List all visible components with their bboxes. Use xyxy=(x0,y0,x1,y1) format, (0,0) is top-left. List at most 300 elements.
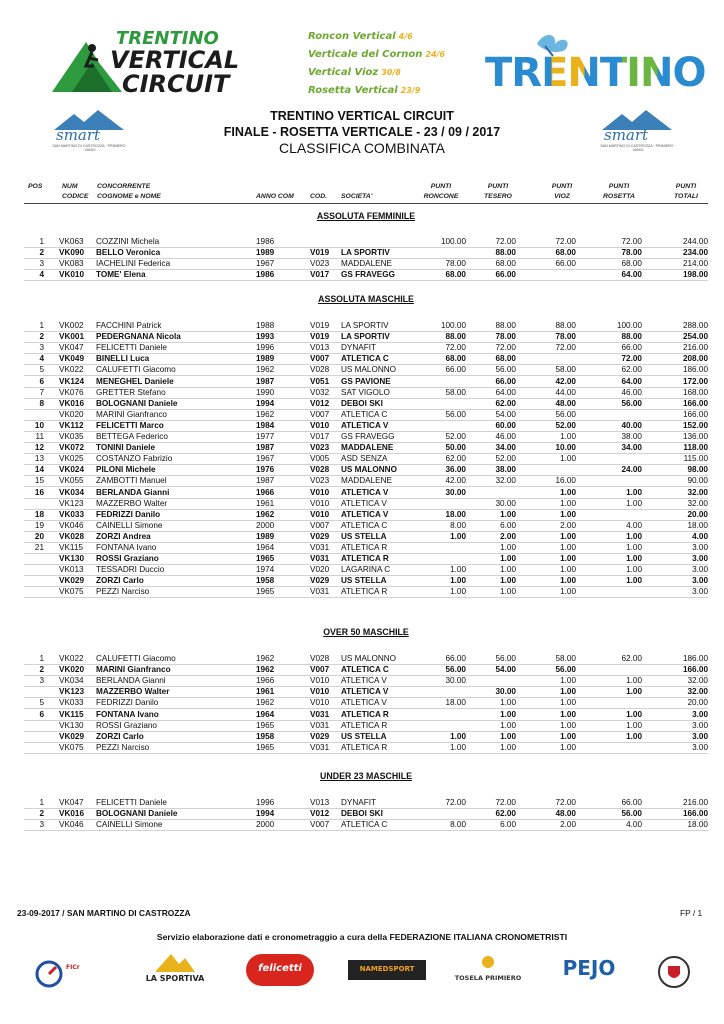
pejo-logo: PEJO xyxy=(562,956,616,980)
points-total: 3.00 xyxy=(692,576,708,586)
points-tesero: 88.00 xyxy=(495,248,516,258)
points-tesero: 1.00 xyxy=(500,720,516,730)
points-tesero: 1.00 xyxy=(500,709,516,719)
club-code: V013 xyxy=(310,343,330,353)
club-name: ATLETICA V xyxy=(341,498,387,508)
points-tesero: 62.00 xyxy=(495,398,516,408)
points-vioz: 68.00 xyxy=(555,248,576,258)
col-num: NUM CODICE xyxy=(62,183,89,200)
birth-year: 1965 xyxy=(256,742,275,752)
points-tesero: 1.00 xyxy=(500,509,516,519)
points-total: 254.00 xyxy=(682,332,708,342)
smart-logo-right: smart SAN MARTINO DI CASTROZZA · PRIMIERO · VANOI xyxy=(598,110,678,154)
points-vioz: 2.00 xyxy=(560,520,576,530)
points-vioz: 42.00 xyxy=(555,376,576,386)
points-total: 20.00 xyxy=(687,698,708,708)
club-code: V028 xyxy=(310,465,330,475)
footer-service-note: Servizio elaborazione dati e cronometraggio a cura della FEDERAZIONE ITALIANA CRONOMETRISTI xyxy=(156,932,568,942)
club-code: V029 xyxy=(310,531,330,541)
points-rosetta: 40.00 xyxy=(621,420,642,430)
club-name: ATLETICA C xyxy=(341,409,388,419)
club-name: ATLETICA V xyxy=(341,420,389,430)
points-total: 136.00 xyxy=(682,432,708,441)
bib-code: VK020 xyxy=(59,665,85,675)
points-rosetta: 1.00 xyxy=(626,487,642,497)
points-tesero: 46.00 xyxy=(495,432,516,441)
birth-year: 1964 xyxy=(256,709,275,719)
birth-year: 1994 xyxy=(256,809,275,819)
page-subtitle: FINALE - ROSETTA VERTICALE - 23 / 09 / 2017 xyxy=(223,125,501,139)
points-roncone: 68.00 xyxy=(445,354,466,364)
points-rosetta: 68.00 xyxy=(621,259,642,269)
club-name: ATLETICA C xyxy=(341,520,388,530)
points-vioz: 1.00 xyxy=(560,531,576,541)
competitor-name: BELLO Veronica xyxy=(96,248,161,258)
bib-code: VK072 xyxy=(59,443,85,453)
points-vioz: 88.00 xyxy=(555,321,576,330)
points-total: 32.00 xyxy=(687,487,708,497)
competitor-name: PEZZI Narciso xyxy=(96,587,150,597)
points-total: 3.00 xyxy=(692,720,708,730)
la-sportiva-logo: LA SPORTIVA xyxy=(132,952,218,988)
competitor-name: IACHELINI Federica xyxy=(96,259,171,269)
bib-code: VK013 xyxy=(59,565,84,575)
points-roncone: 88.00 xyxy=(445,332,466,342)
points-rosetta: 56.00 xyxy=(621,809,642,819)
points-total: 198.00 xyxy=(682,270,708,280)
birth-year: 1961 xyxy=(256,498,275,508)
competitor-name: COZZINI Michela xyxy=(96,237,160,246)
points-tesero: 34.00 xyxy=(495,443,516,453)
club-name: MADDALENE xyxy=(341,476,392,486)
points-tesero: 38.00 xyxy=(495,465,516,475)
club-code: V010 xyxy=(310,687,330,697)
points-roncone: 72.00 xyxy=(445,798,466,807)
club-code: V007 xyxy=(310,409,330,419)
bib-code: VK075 xyxy=(59,742,84,752)
competitor-name: BETTEGA Federico xyxy=(96,432,168,441)
points-vioz: 44.00 xyxy=(555,387,576,397)
points-tesero: 1.00 xyxy=(500,543,516,552)
birth-year: 1989 xyxy=(256,248,275,258)
bib-code: VK029 xyxy=(59,576,85,586)
club-code: V017 xyxy=(310,432,330,441)
birth-year: 1989 xyxy=(256,531,275,541)
competitor-name: COSTANZO Fabrizio xyxy=(96,454,173,464)
club-name: ATLETICA V xyxy=(341,487,389,497)
competitor-name: ZORZI Carlo xyxy=(96,731,144,741)
birth-year: 1990 xyxy=(256,387,275,397)
position: 10 xyxy=(34,420,44,430)
points-roncone: 18.00 xyxy=(445,698,466,708)
page-title: TRENTINO VERTICAL CIRCUIT xyxy=(270,109,454,123)
bib-code: VK002 xyxy=(59,321,84,330)
ficr-logo: FICr xyxy=(34,956,104,988)
bib-code: VK033 xyxy=(59,509,85,519)
points-rosetta: 46.00 xyxy=(621,387,642,397)
club-code: V029 xyxy=(310,731,330,741)
points-total: 216.00 xyxy=(682,798,708,807)
points-vioz: 1.00 xyxy=(560,687,576,697)
competitor-name: PEDERGNANA Nicola xyxy=(96,332,181,342)
logo-line3: CIRCUIT xyxy=(122,70,230,98)
position: 6 xyxy=(39,376,44,386)
points-roncone: 50.00 xyxy=(445,443,466,453)
points-tesero: 1.00 xyxy=(500,565,516,575)
club-code: V005 xyxy=(310,454,330,464)
points-vioz: 72.00 xyxy=(555,798,576,807)
points-rosetta: 1.00 xyxy=(626,731,642,741)
bib-code: VK016 xyxy=(59,809,85,819)
points-vioz: 52.00 xyxy=(555,420,576,430)
competitor-name: PILONI Michele xyxy=(96,465,156,475)
points-rosetta: 62.00 xyxy=(621,365,642,375)
points-vioz: 1.00 xyxy=(560,709,576,719)
event-item: Vertical Vioz 30/8 xyxy=(308,67,401,78)
points-rosetta: 66.00 xyxy=(621,343,642,353)
club-code: V023 xyxy=(310,259,330,269)
birth-year: 2000 xyxy=(256,820,275,830)
points-tesero: 30.00 xyxy=(495,498,516,508)
felicetti-logo: felicetti xyxy=(246,954,314,986)
points-tesero: 56.00 xyxy=(495,365,516,375)
points-vioz: 56.00 xyxy=(555,665,576,675)
points-roncone: 1.00 xyxy=(450,531,466,541)
points-tesero: 32.00 xyxy=(495,476,516,486)
club-code: V028 xyxy=(310,654,330,663)
competitor-name: CALUFETTI Giacomo xyxy=(96,654,176,663)
points-total: 90.00 xyxy=(687,476,708,486)
page-title-block xyxy=(150,108,574,156)
points-rosetta: 38.00 xyxy=(621,432,642,441)
birth-year: 1961 xyxy=(256,687,275,697)
bib-code: VK076 xyxy=(59,387,84,397)
points-total: 3.00 xyxy=(692,565,708,575)
bib-code: VK022 xyxy=(59,365,84,375)
club-code: V020 xyxy=(310,565,330,575)
points-total: 4.00 xyxy=(692,531,708,541)
club-name: MADDALENE xyxy=(341,259,392,269)
points-vioz: 1.00 xyxy=(560,432,576,441)
position: 11 xyxy=(35,432,44,441)
competitor-name: BERLANDA Gianni xyxy=(96,487,170,497)
competitor-name: CAINELLI Simone xyxy=(96,520,163,530)
birth-year: 1987 xyxy=(256,476,275,486)
club-code: V010 xyxy=(310,509,330,519)
birth-year: 1962 xyxy=(256,665,275,675)
points-vioz: 1.00 xyxy=(560,498,576,508)
competitor-name: ROSSI Graziano xyxy=(96,720,157,730)
birth-year: 2000 xyxy=(256,520,275,530)
points-roncone: 66.00 xyxy=(445,365,466,375)
competitor-name: MAZZERBO Walter xyxy=(96,498,168,508)
club-name: US MALONNO xyxy=(341,365,397,375)
birth-year: 1976 xyxy=(256,465,275,475)
points-total: 152.00 xyxy=(682,420,708,430)
birth-year: 1994 xyxy=(256,398,275,408)
competitor-name: MARINI Gianfranco xyxy=(96,409,167,419)
birth-year: 1962 xyxy=(256,654,275,663)
col-pos: POS xyxy=(28,183,43,190)
birth-year: 1962 xyxy=(256,698,275,708)
points-rosetta: 1.00 xyxy=(626,709,642,719)
points-total: 3.00 xyxy=(692,554,708,564)
bib-code: VK047 xyxy=(59,343,84,353)
position: 4 xyxy=(39,270,44,280)
points-total: 3.00 xyxy=(692,742,708,752)
trentino-logo xyxy=(485,32,706,98)
bib-code: VK115 xyxy=(59,709,84,719)
bib-code: VK001 xyxy=(59,332,85,342)
club-code: V007 xyxy=(310,820,330,830)
birth-year: 1962 xyxy=(256,365,275,375)
position: 12 xyxy=(34,443,44,453)
club-name: ATLETICA R xyxy=(341,709,389,719)
position: 5 xyxy=(39,698,44,708)
points-tesero: 6.00 xyxy=(500,520,516,530)
position: 13 xyxy=(34,454,44,464)
points-total: 18.00 xyxy=(687,520,708,530)
birth-year: 1964 xyxy=(256,543,275,552)
club-code: V031 xyxy=(310,554,330,564)
points-rosetta: 1.00 xyxy=(626,498,642,508)
points-roncone: 58.00 xyxy=(445,387,466,397)
club-code: V051 xyxy=(310,376,330,386)
points-total: 32.00 xyxy=(687,676,708,686)
bib-code: VK063 xyxy=(59,237,84,246)
points-tesero: 88.00 xyxy=(495,321,516,330)
page-heading: CLASSIFICA COMBINATA xyxy=(279,140,445,156)
points-tesero: 1.00 xyxy=(500,554,516,564)
bib-code: VK016 xyxy=(59,398,85,408)
points-roncone: 30.00 xyxy=(445,676,466,686)
competitor-name: BOLOGNANI Daniele xyxy=(96,398,178,408)
birth-year: 1984 xyxy=(256,420,275,430)
bib-code: VK047 xyxy=(59,798,84,807)
points-rosetta: 1.00 xyxy=(626,720,642,730)
competitor-name: TOME' Elena xyxy=(96,270,146,280)
club-code: V010 xyxy=(310,487,330,497)
club-name: DYNAFIT xyxy=(341,798,377,807)
event-item: Roncon Vertical 4/6 xyxy=(308,31,413,42)
birth-year: 1962 xyxy=(256,409,275,419)
bib-code: VK055 xyxy=(59,476,84,486)
position: 3 xyxy=(39,676,44,686)
club-name: ATLETICA R xyxy=(341,720,388,730)
points-rosetta: 1.00 xyxy=(626,531,642,541)
club-name: GS PAVIONE xyxy=(341,376,391,386)
points-rosetta: 100.00 xyxy=(616,321,642,330)
club-name: ATLETICA R xyxy=(341,554,389,564)
birth-year: 1987 xyxy=(256,443,275,453)
competitor-name: ZORZI Andrea xyxy=(96,531,151,541)
competitor-name: CAINELLI Simone xyxy=(96,820,163,830)
club-code: V028 xyxy=(310,365,330,375)
club-name: US MALONNO xyxy=(341,654,397,663)
competitor-name: BOLOGNANI Daniele xyxy=(96,809,178,819)
points-vioz: 1.00 xyxy=(560,554,576,564)
club-code: V007 xyxy=(310,665,330,675)
points-tesero: 54.00 xyxy=(495,409,516,419)
points-vioz: 66.00 xyxy=(555,259,576,269)
col-vioz: PUNTI VIOZ xyxy=(551,183,573,200)
table-row xyxy=(24,819,708,831)
points-roncone: 62.00 xyxy=(445,454,466,464)
points-tesero: 60.00 xyxy=(495,420,516,430)
position: 1 xyxy=(39,321,44,330)
points-total: 186.00 xyxy=(682,365,708,375)
points-vioz: 16.00 xyxy=(555,476,576,486)
club-name: SAT VIGOLO xyxy=(341,387,390,397)
birth-year: 1988 xyxy=(256,321,275,330)
club-code: V012 xyxy=(310,398,330,408)
section-title: OVER 50 MASCHILE xyxy=(323,627,409,637)
points-roncone: 8.00 xyxy=(450,820,466,830)
points-tesero: 52.00 xyxy=(495,454,516,464)
position: 7 xyxy=(39,387,44,397)
birth-year: 1965 xyxy=(256,554,275,564)
col-tesero: PUNTI TESERO xyxy=(484,183,512,200)
header-divider xyxy=(24,203,708,204)
col-code: COD. xyxy=(310,193,327,200)
birth-year: 1996 xyxy=(256,343,275,353)
points-vioz: 10.00 xyxy=(555,443,576,453)
club-name: ATLETICA R xyxy=(341,587,388,597)
club-code: V017 xyxy=(310,270,330,280)
points-rosetta: 34.00 xyxy=(621,443,642,453)
points-tesero: 66.00 xyxy=(495,270,516,280)
points-vioz: 1.00 xyxy=(560,509,576,519)
bib-code: VK123 xyxy=(59,687,85,697)
points-tesero: 54.00 xyxy=(495,665,516,675)
club-code: V031 xyxy=(310,742,330,752)
bib-code: VK124 xyxy=(59,376,85,386)
col-roncone: PUNTI RONCONE xyxy=(423,183,459,200)
points-tesero: 1.00 xyxy=(500,587,516,597)
points-rosetta: 64.00 xyxy=(621,270,642,280)
points-total: 118.00 xyxy=(683,443,708,453)
points-vioz: 1.00 xyxy=(560,487,576,497)
bib-code: VK029 xyxy=(59,731,85,741)
bib-code: VK022 xyxy=(59,654,84,663)
table-row xyxy=(24,586,708,598)
birth-year: 1977 xyxy=(256,432,275,441)
footer-page-number: FP / 1 xyxy=(680,908,703,918)
event-item: Rosetta Vertical 23/9 xyxy=(308,85,421,96)
section-title: ASSOLUTA FEMMINILE xyxy=(316,211,416,221)
birth-year: 1966 xyxy=(256,487,275,497)
mountain-icon xyxy=(155,952,195,972)
logo-line2: VERTICAL xyxy=(110,46,240,74)
points-rosetta: 4.00 xyxy=(626,520,642,530)
position: 19 xyxy=(34,520,44,530)
points-tesero: 1.00 xyxy=(500,731,516,741)
points-vioz: 1.00 xyxy=(560,576,576,586)
competitor-name: BERLANDA Gianni xyxy=(96,676,166,686)
competitor-name: ZAMBOTTI Manuel xyxy=(96,476,167,486)
stopwatch-icon xyxy=(34,958,64,988)
bib-code: VK112 xyxy=(59,420,84,430)
points-vioz: 1.00 xyxy=(560,742,576,752)
position: 15 xyxy=(34,476,44,486)
points-vioz: 1.00 xyxy=(560,720,576,730)
club-code: V031 xyxy=(310,720,330,730)
points-roncone: 1.00 xyxy=(450,731,466,741)
bib-code: VK075 xyxy=(59,587,84,597)
crest-logo xyxy=(658,956,690,988)
points-vioz: 1.00 xyxy=(560,698,576,708)
club-name: LAGARINA C xyxy=(341,565,391,575)
position: 1 xyxy=(39,654,44,663)
points-tesero: 78.00 xyxy=(495,332,516,342)
club-code: V019 xyxy=(310,332,330,342)
points-roncone: 18.00 xyxy=(445,509,466,519)
points-total: 214.00 xyxy=(682,259,708,269)
points-tesero: 68.00 xyxy=(495,259,516,269)
club-code: V031 xyxy=(310,709,330,719)
club-name: LA SPORTIV xyxy=(341,248,390,258)
position: 1 xyxy=(39,237,44,246)
points-vioz: 2.00 xyxy=(560,820,576,830)
points-rosetta: 1.00 xyxy=(626,676,642,686)
bib-code: VK025 xyxy=(59,454,84,464)
competitor-name: TONINI Daniele xyxy=(96,443,155,453)
competitor-name: FACCHINI Patrick xyxy=(96,321,162,330)
points-tesero: 6.00 xyxy=(500,820,516,830)
points-vioz: 58.00 xyxy=(555,654,576,663)
points-total: 3.00 xyxy=(692,731,708,741)
table-row xyxy=(24,742,708,754)
club-name: ATLETICA V xyxy=(341,698,387,708)
position: 6 xyxy=(39,709,44,719)
points-rosetta: 64.00 xyxy=(621,376,642,386)
club-name: US STELLA xyxy=(341,576,387,586)
club-code: V010 xyxy=(310,420,330,430)
club-code: V010 xyxy=(310,498,330,508)
club-code: V023 xyxy=(310,443,330,453)
points-vioz: 72.00 xyxy=(555,343,576,353)
competitor-name: MAZZERBO Walter xyxy=(96,687,170,697)
bib-code: VK028 xyxy=(59,531,85,541)
points-tesero: 56.00 xyxy=(495,654,516,663)
points-vioz: 1.00 xyxy=(560,731,576,741)
club-name: ATLETICA C xyxy=(341,665,389,675)
club-name: DEBOI SKI xyxy=(341,809,383,819)
points-tesero: 1.00 xyxy=(500,698,516,708)
club-code: V023 xyxy=(310,476,330,486)
birth-year: 1986 xyxy=(256,237,275,246)
points-tesero: 64.00 xyxy=(495,387,516,397)
bib-code: VK046 xyxy=(59,820,84,830)
points-roncone: 56.00 xyxy=(445,665,466,675)
event-item: Verticale del Cornon 24/6 xyxy=(308,49,446,60)
position: 5 xyxy=(39,365,44,375)
points-tesero: 1.00 xyxy=(500,576,516,586)
bib-code: VK020 xyxy=(59,409,84,419)
position: 20 xyxy=(34,531,44,541)
club-code: V007 xyxy=(310,520,330,530)
points-roncone: 72.00 xyxy=(445,343,466,353)
col-year: ANNO COM xyxy=(256,193,294,200)
bib-code: VK090 xyxy=(59,248,85,258)
club-code: V010 xyxy=(310,698,330,708)
club-name: DEBOI SKI xyxy=(341,398,383,408)
club-name: US MALONNO xyxy=(341,465,397,475)
points-roncone: 1.00 xyxy=(450,565,466,575)
col-competitor: CONCORRENTE COGNOME e NOME xyxy=(97,183,161,200)
birth-year: 1965 xyxy=(256,720,275,730)
competitor-name: GRETTER Stefano xyxy=(96,387,166,397)
